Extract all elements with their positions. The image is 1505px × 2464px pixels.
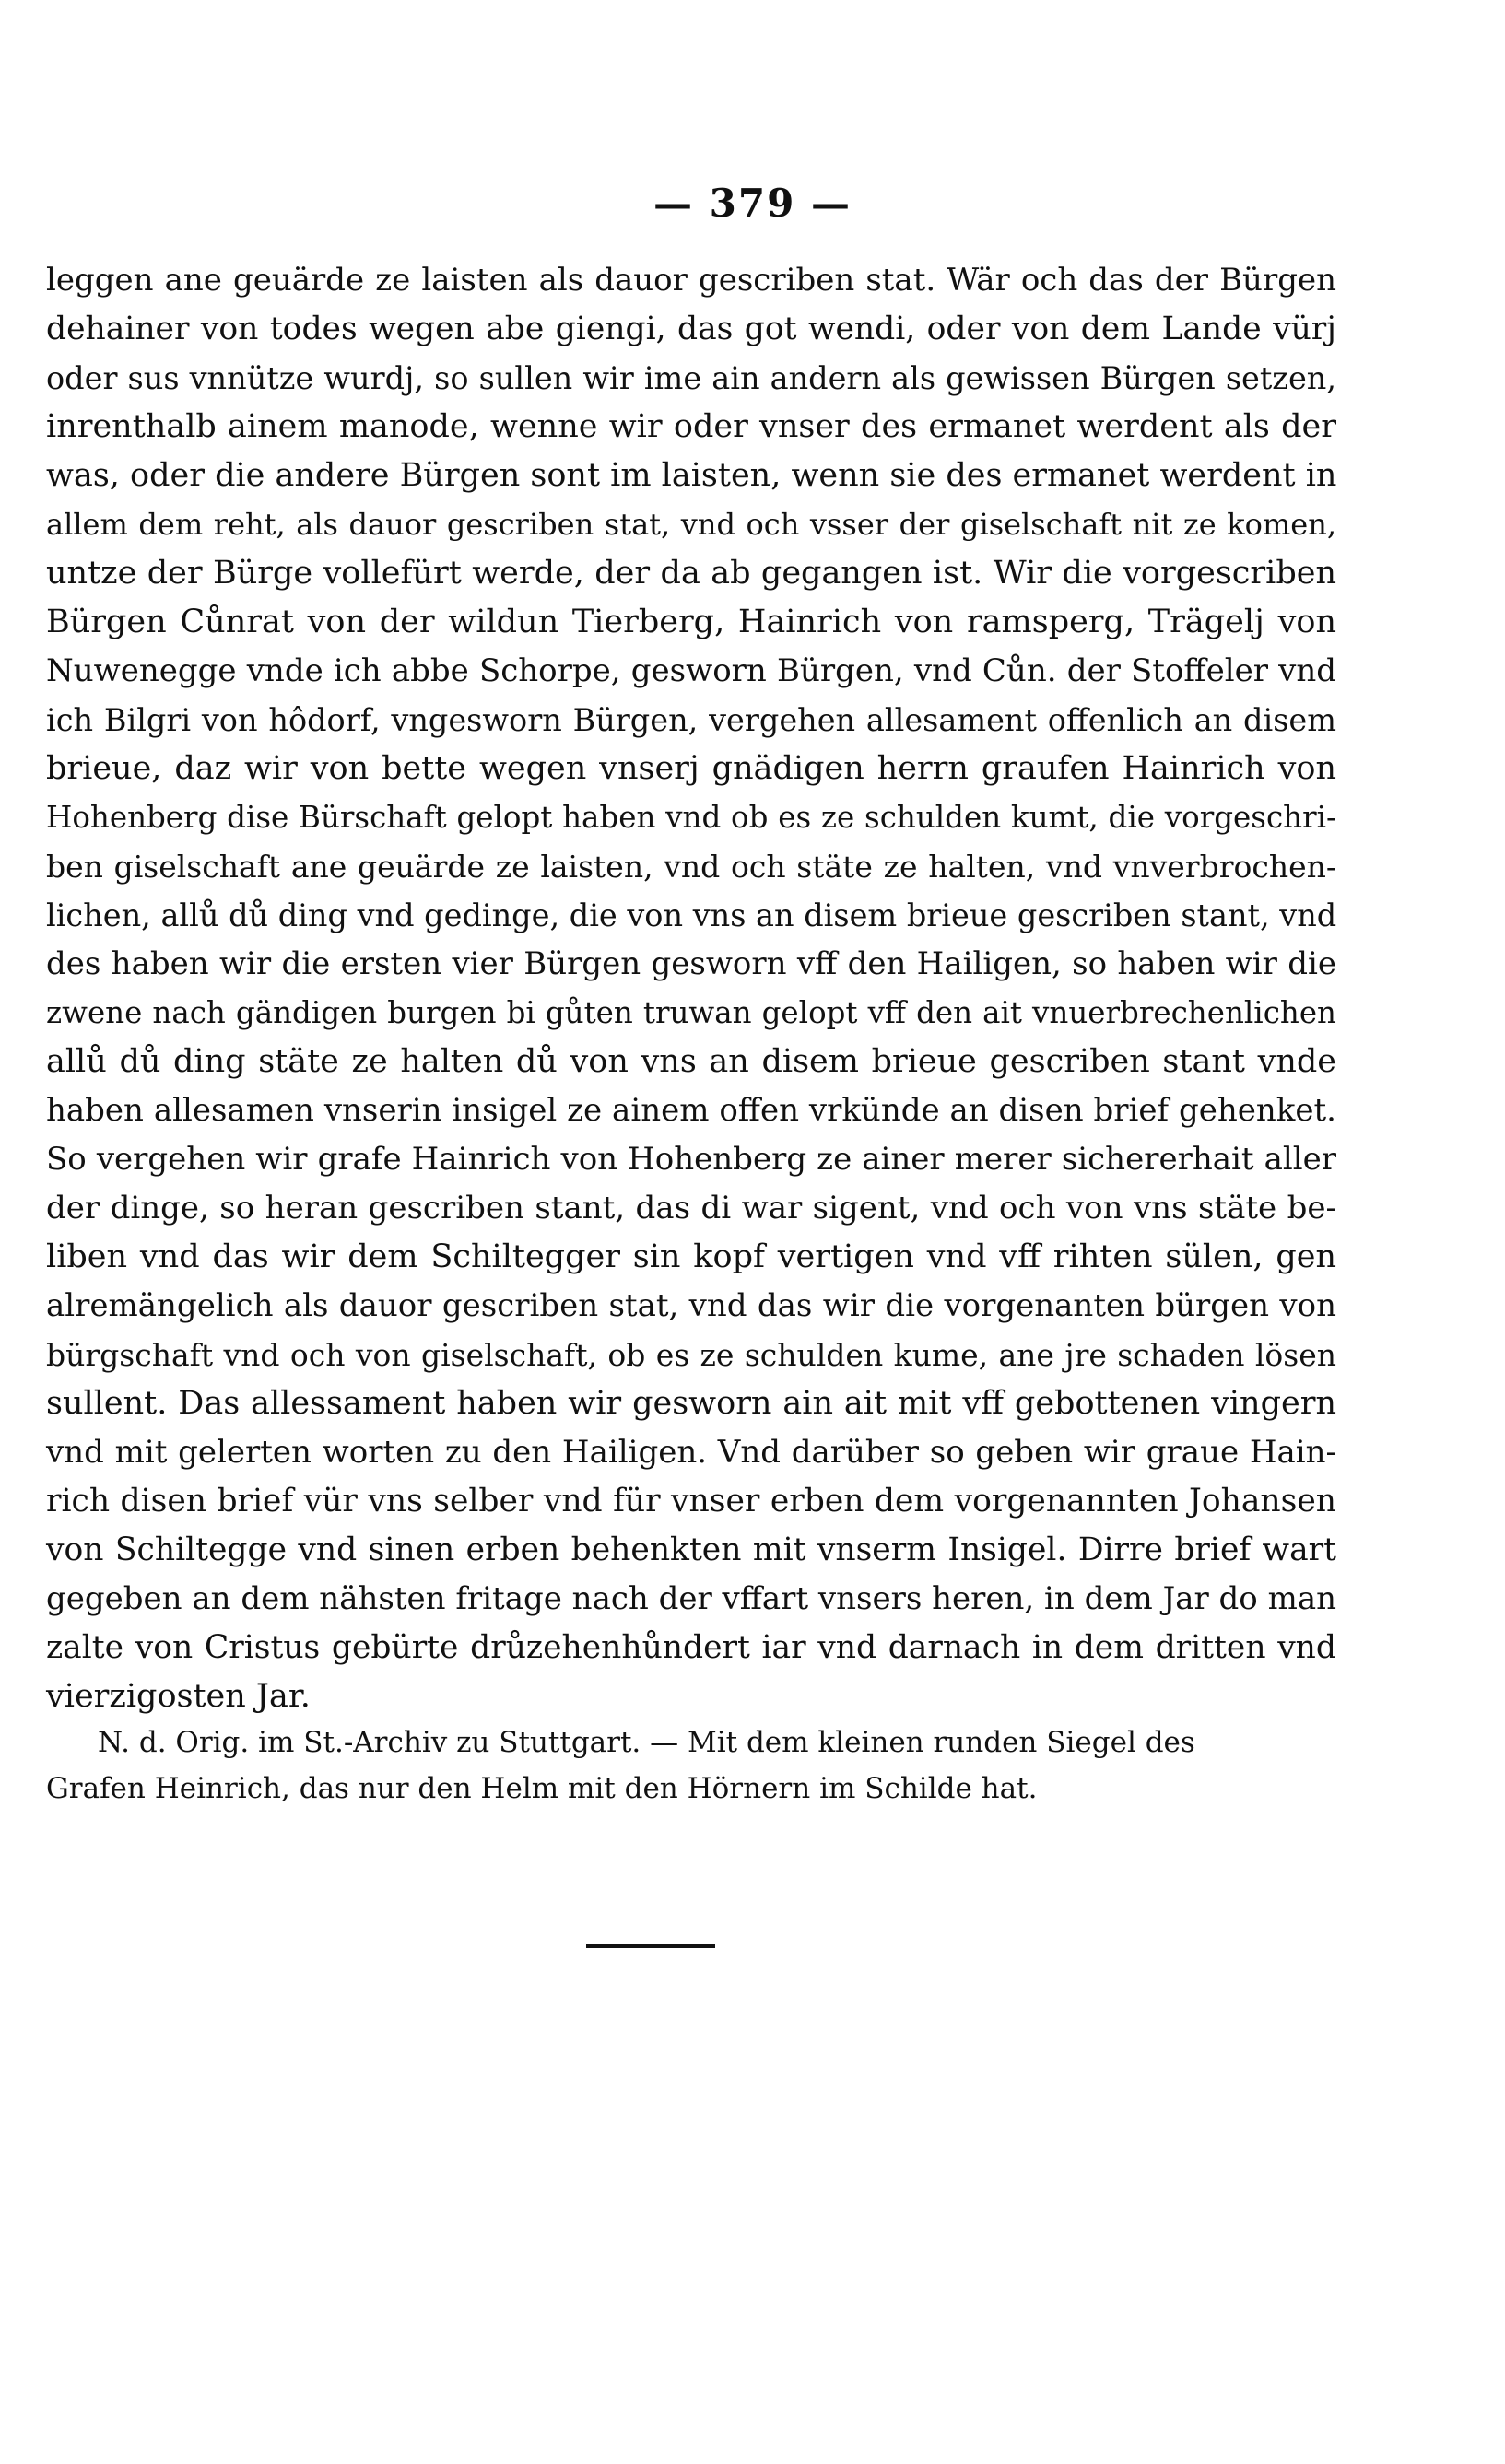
text-line: zalte von Cristus gebürte drůzehenhůndert iar vnd darnach in dem dritten vnd — [46, 1629, 1336, 1666]
text-line: der dinge, so heran gescriben stant, das di war sigent, vnd och von vns stäte be- — [46, 1190, 1336, 1226]
text-line: oder sus vnnütze wurdj, so sullen wir ime ain andern als gewissen Bürgen setzen, — [46, 360, 1336, 396]
text-line: lichen, allů dů ding vnd gedinge, die von vns an disem brieue gescriben stant, vnd — [46, 898, 1337, 933]
text-line: zwene nach gändigen burgen bi gůten truwan gelopt vff den ait vnuerbrechenlichen — [46, 995, 1336, 1030]
text-line: sullent. Das allessament haben wir gesworn ain ait mit vff gebottenen vingern — [46, 1385, 1336, 1422]
text-line: gegeben an dem nähsten fritage nach der vffart vnsers heren, in dem Jar do man — [46, 1580, 1336, 1617]
text-line: Nuwenegge vnde ich abbe Schorpe, gesworn Bürgen, vnd Cůn. der Stoffeler vnd — [46, 652, 1336, 689]
text-line: leggen ane geuärde ze laisten als dauor gescriben stat. Wär och das der Bürgen — [46, 262, 1336, 299]
text-line-last: vierzigosten Jar. — [46, 1678, 311, 1715]
text-line: untze der Bürge vollefürt werde, der da ab gegangen ist. Wir die vorgescriben — [46, 555, 1336, 592]
source-note — [46, 1719, 1336, 1812]
text-line: allů dů ding stäte ze halten dů von vns an disem brieue gescriben stant vnde — [46, 1043, 1336, 1080]
text-line: haben allesamen vnserin insigel ze ainem offen vrkünde an disen brief gehenket. — [46, 1092, 1336, 1129]
text-line: liben vnd das wir dem Schiltegger sin kopf vertigen vnd vff rihten sülen, gen — [46, 1238, 1336, 1275]
text-line: brieue, daz wir von bette wegen vnserj gnädigen herrn graufen Hainrich von — [46, 750, 1336, 787]
text-line: bürgschaft vnd och von giselschaft, ob es ze schulden kume, ane jre schaden lösen — [46, 1337, 1336, 1373]
body-text — [46, 256, 1336, 1721]
text-line: was, oder die andere Bürgen sont im laisten, wenn sie des ermanet werdent in — [46, 457, 1337, 494]
text-line: alremängelich als dauor gescriben stat, vnd das wir die vorgenanten bürgen von — [46, 1287, 1336, 1324]
source-note-line: Grafen Heinrich, das nur den Helm mit den Hörnern im Schilde hat. — [46, 1772, 1038, 1805]
text-line: rich disen brief vür vns selber vnd für vnser erben dem vorgenannten Johansen — [46, 1483, 1336, 1519]
text-line: So vergehen wir grafe Hainrich von Hohenberg ze ainer merer sichererhait aller — [46, 1141, 1336, 1178]
text-line: allem dem reht, als dauor gescriben stat, vnd och vsser der giselschaft nit ze komen, — [46, 507, 1336, 542]
text-line: von Schiltegge vnd sinen erben behenkten mit vnserm Insigel. Dirre brief wart — [46, 1531, 1336, 1568]
source-note-line: N. d. Orig. im St.-Archiv zu Stuttgart. — Mit dem kleinen runden Siegel des — [98, 1726, 1195, 1759]
text-line: inrenthalb ainem manode, wenne wir oder vnser des ermanet werdent als der — [46, 408, 1336, 445]
text-line: ich Bilgri von hôdorf, vngesworn Bürgen, vergehen allesament offenlich an disem — [46, 702, 1336, 738]
text-line: vnd mit gelerten worten zu den Hailigen. Vnd darüber so geben wir graue Hain- — [46, 1434, 1336, 1471]
text-line: des haben wir die ersten vier Bürgen gesworn vff den Hailigen, so haben wir die — [46, 945, 1336, 982]
text-line: ben giselschaft ane geuärde ze laisten, vnd och stäte ze halten, vnd vnverbrochen- — [46, 849, 1336, 885]
text-line: Hohenberg dise Bürschaft gelopt haben vnd ob es ze schulden kumt, die vorgeschri- — [46, 800, 1336, 835]
page-number: — 379 — — [653, 181, 852, 226]
text-line: dehainer von todes wegen abe giengi, das got wendi, oder von dem Lande vürj — [46, 311, 1336, 347]
end-rule — [586, 1944, 715, 1948]
text-line: Bürgen Cůnrat von der wildun Tierberg, Hainrich von ramsperg, Trägelj von — [46, 604, 1336, 640]
